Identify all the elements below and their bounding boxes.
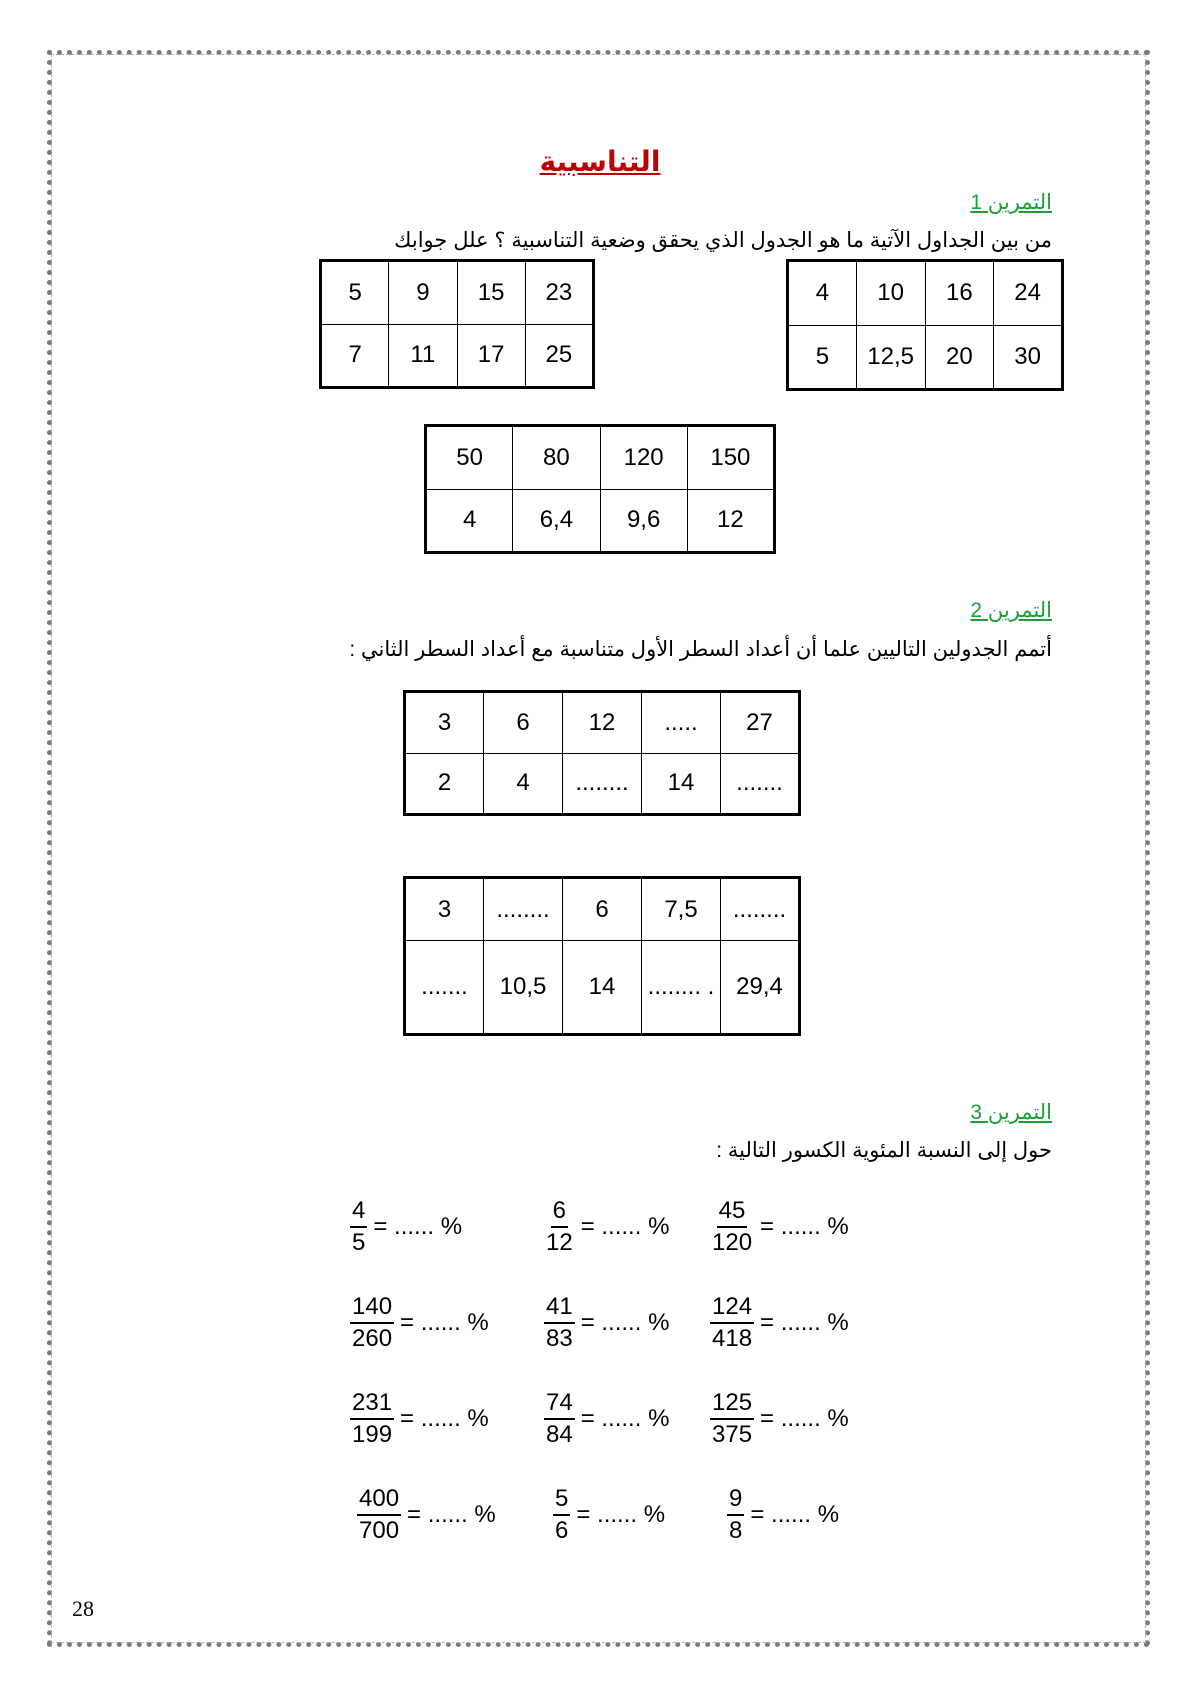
- ex2-table-b: [403, 876, 801, 1036]
- percent-blank: = ...... %: [407, 1501, 496, 1528]
- table-cell: 15: [457, 261, 525, 325]
- fraction-item: [544, 1388, 669, 1450]
- table-cell: 7,5: [642, 878, 721, 941]
- fraction-item: [553, 1484, 665, 1546]
- percent-blank: = ...... %: [580, 1213, 670, 1240]
- table-cell: 16: [925, 261, 994, 326]
- fraction-item: [710, 1196, 849, 1258]
- fraction-numerator: 45: [717, 1196, 748, 1228]
- fraction-numerator: 9: [727, 1484, 744, 1516]
- table-cell: 12,5: [856, 325, 925, 390]
- page-number: 28: [72, 1596, 94, 1621]
- percent-blank: = ...... %: [400, 1309, 489, 1336]
- table-cell: 29,4: [721, 941, 800, 1035]
- table-cell: ........: [563, 753, 642, 815]
- table-cell: 2: [405, 753, 484, 815]
- fraction-item: [544, 1292, 669, 1354]
- exercise-1-instruction: من بين الجداول الآتية ما هو الجدول الذي يحقق وضعية التناسبية ؟ علل جوابك: [394, 229, 1052, 252]
- table-cell: 11: [389, 324, 457, 388]
- exercise-2-label: التمرين 2: [970, 599, 1052, 622]
- fraction-numerator: 231: [350, 1388, 394, 1420]
- fraction-denominator: 260: [352, 1325, 393, 1352]
- table-cell: .....: [642, 692, 721, 754]
- fraction-item: [544, 1196, 669, 1258]
- fraction-numerator: 6: [551, 1196, 568, 1228]
- table-cell: 20: [925, 325, 994, 390]
- table-cell: 10,5: [484, 941, 563, 1035]
- table-cell: 14: [642, 753, 721, 815]
- table-cell: ........: [721, 878, 800, 941]
- fraction-numerator: 5: [553, 1484, 570, 1516]
- table-cell: 80: [513, 426, 600, 490]
- table-cell: 6: [563, 878, 642, 941]
- table-cell: 4: [788, 261, 857, 326]
- fraction-numerator: 4: [350, 1196, 367, 1228]
- table-cell: 4: [484, 753, 563, 815]
- table-cell: 25: [525, 324, 593, 388]
- fraction-denominator: 8: [729, 1517, 743, 1544]
- fraction-numerator: 41: [544, 1292, 575, 1324]
- fraction-denominator: 120: [712, 1229, 753, 1256]
- fraction-numerator: 140: [350, 1292, 394, 1324]
- fraction-item: [710, 1292, 849, 1354]
- fraction-denominator: 418: [712, 1325, 753, 1352]
- fraction-item: [350, 1196, 462, 1258]
- table-cell: .......: [405, 941, 484, 1035]
- percent-blank: = ...... %: [750, 1501, 840, 1528]
- fraction-item: [350, 1388, 489, 1450]
- table-cell: 5: [788, 325, 857, 390]
- fraction-denominator: 199: [352, 1421, 393, 1448]
- ex1-table-b: [319, 259, 595, 389]
- ex2-table-a: [403, 690, 801, 816]
- table-cell: 14: [563, 941, 642, 1035]
- fraction-denominator: 6: [555, 1517, 569, 1544]
- page-title: التناسبية: [539, 146, 661, 177]
- table-cell: ........ .: [642, 941, 721, 1035]
- fraction-numerator: 74: [544, 1388, 575, 1420]
- fraction-denominator: 5: [352, 1229, 366, 1256]
- fraction-denominator: 375: [712, 1421, 753, 1448]
- fraction-denominator: 12: [546, 1229, 573, 1256]
- table-cell: 150: [687, 426, 774, 490]
- table-cell: 3: [405, 878, 484, 941]
- fraction-item: [350, 1292, 489, 1354]
- percent-blank: = ...... %: [760, 1213, 849, 1240]
- fraction-numerator: 125: [710, 1388, 754, 1420]
- exercise-3-label: التمرين 3: [970, 1101, 1052, 1124]
- table-cell: 12: [563, 692, 642, 754]
- exercise-3-instruction: حول إلى النسبة المئوية الكسور التالية :: [716, 1139, 1052, 1162]
- table-cell: 6,4: [513, 489, 600, 553]
- table-cell: 23: [525, 261, 593, 325]
- table-cell: 9,6: [600, 489, 687, 553]
- ex1-table-c: [424, 424, 776, 554]
- percent-blank: = ...... %: [760, 1309, 849, 1336]
- ex1-table-a: [786, 259, 1064, 391]
- table-cell: 4: [426, 489, 513, 553]
- table-cell: ........: [484, 878, 563, 941]
- fraction-item: [727, 1484, 839, 1546]
- fraction-numerator: 124: [710, 1292, 754, 1324]
- table-cell: 27: [721, 692, 800, 754]
- table-cell: .......: [721, 753, 800, 815]
- fraction-denominator: 84: [546, 1421, 573, 1448]
- table-cell: 120: [600, 426, 687, 490]
- table-cell: 24: [994, 261, 1063, 326]
- exercise-2-instruction: أتمم الجدولين التاليين علما أن أعداد السطر الأول متناسبة مع أعداد السطر الثاني :: [349, 638, 1052, 661]
- table-cell: 9: [389, 261, 457, 325]
- table-cell: 50: [426, 426, 513, 490]
- table-cell: 30: [994, 325, 1063, 390]
- fraction-numerator: 400: [357, 1484, 401, 1516]
- percent-blank: = ...... %: [580, 1309, 670, 1336]
- fraction-item: [357, 1484, 496, 1546]
- fraction-denominator: 700: [359, 1517, 400, 1544]
- percent-blank: = ...... %: [373, 1213, 463, 1240]
- table-cell: 6: [484, 692, 563, 754]
- fraction-denominator: 83: [546, 1325, 573, 1352]
- table-cell: 3: [405, 692, 484, 754]
- fraction-item: [710, 1388, 849, 1450]
- exercise-1-label: التمرين 1: [970, 191, 1052, 214]
- percent-blank: = ...... %: [576, 1501, 666, 1528]
- table-cell: 5: [321, 261, 389, 325]
- percent-blank: = ...... %: [400, 1405, 489, 1432]
- percent-blank: = ...... %: [580, 1405, 670, 1432]
- table-cell: 7: [321, 324, 389, 388]
- table-cell: 10: [856, 261, 925, 326]
- table-cell: 12: [687, 489, 774, 553]
- table-cell: 17: [457, 324, 525, 388]
- percent-blank: = ...... %: [760, 1405, 849, 1432]
